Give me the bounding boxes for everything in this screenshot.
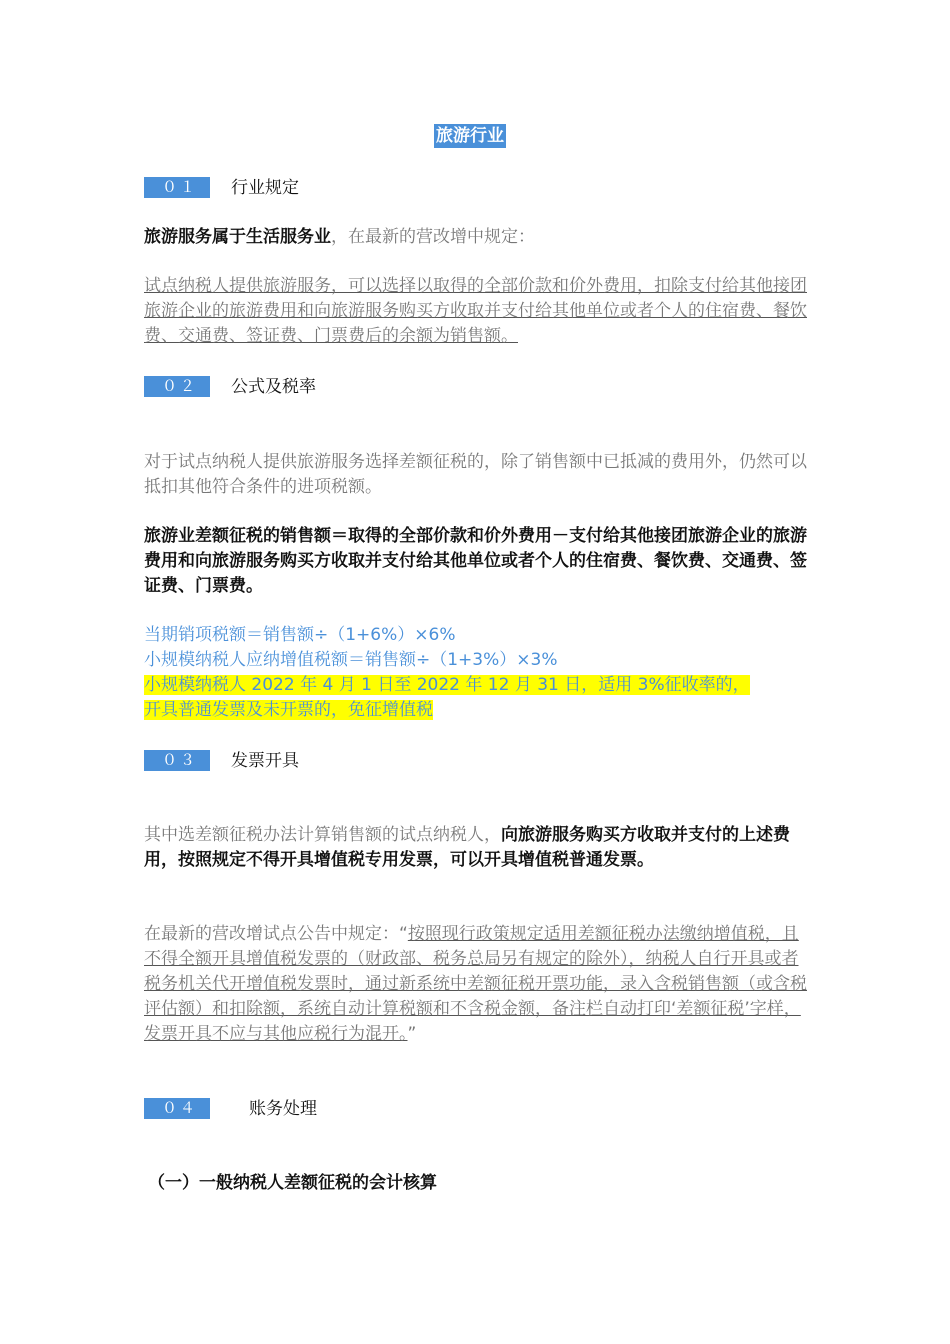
section-number-badge: ０４	[144, 1098, 210, 1119]
section-title: 账务处理	[249, 1099, 317, 1119]
section-number-badge: ０３	[144, 750, 210, 771]
sub-heading: （一）一般纳税人差额征税的会计核算	[148, 1173, 437, 1193]
section-number-badge: ０１	[144, 177, 210, 198]
paragraph-invoice-rule	[144, 823, 809, 873]
highlight-exemption-line	[144, 698, 433, 723]
section-title: 发票开具	[231, 751, 299, 771]
section-title: 公式及税率	[231, 377, 316, 397]
section-number-badge: ０２	[144, 376, 210, 397]
highlight-text: 开具普通发票及未开票的，免征增值税	[144, 700, 433, 720]
para-bold: 向旅游服务购买方收取并支付的上述费用，按照规定不得开具增值税专用发票，可以开具增值税普通发票。	[144, 825, 790, 870]
paragraph-deduction: 对于试点纳税人提供旅游服务选择差额征税的，除了销售额中已抵减的费用外，仍然可以抵扣其他符合条件的进项税额。	[144, 452, 807, 497]
page-title: 旅游行业	[436, 126, 504, 146]
para-lead: 在最新的营改增试点公告中规定：“	[144, 924, 408, 944]
formula-small-scale-tax: 小规模纳税人应纳增值税额＝销售额÷（1+3%）×3%	[144, 650, 558, 670]
closing-quote: ”	[407, 1024, 417, 1044]
highlight-exemption-line	[144, 673, 750, 698]
highlight-text: 小规模纳税人 2022 年 4 月 1 日至 2022 年 12 月 31 日，适用 3%征收率的，	[144, 675, 750, 695]
quoted-regulation: 试点纳税人提供旅游服务，可以选择以取得的全部价款和价外费用，扣除支付给其他接团旅游企业的旅游费用和向旅游服务购买方收取并支付给其他单位或者个人的住宿费、餐饮费、交通费、签证费、门票费后的余额为销售额。	[144, 276, 807, 346]
formula-output-tax: 当期销项税额＝销售额÷（1+6%）×6%	[144, 625, 456, 645]
formula-sales-amount: 旅游业差额征税的销售额＝取得的全部价款和价外费用－支付给其他接团旅游企业的旅游费用和向旅游服务购买方收取并支付给其他单位或者个人的住宿费、餐饮费、交通费、签证费、门票费。	[144, 526, 807, 596]
section-title: 行业规定	[231, 178, 299, 198]
announcement-quote: 按照现行政策规定适用差额征税办法缴纳增值税，且不得全额开具增值税发票的（财政部、税务总局另有规定的除外），纳税人自行开具或者税务机关代开增值税发票时，通过新系统中差额征税开票功能，录入含税销售额（或含税评估额）和扣除额，系统自动计算税额和不含税金额，备注栏自动打印‘差额征税’字样，发票开具不应与其他应税行为混开。	[144, 924, 807, 1044]
para-lead: 其中选差额征税办法计算销售额的试点纳税人，	[144, 825, 501, 845]
paragraph-intro	[144, 225, 809, 250]
bold-lead: 旅游服务属于生活服务业	[144, 227, 331, 247]
lead-rest: ，在最新的营改增中规定：	[331, 227, 535, 247]
paragraph-announcement	[144, 922, 809, 1047]
